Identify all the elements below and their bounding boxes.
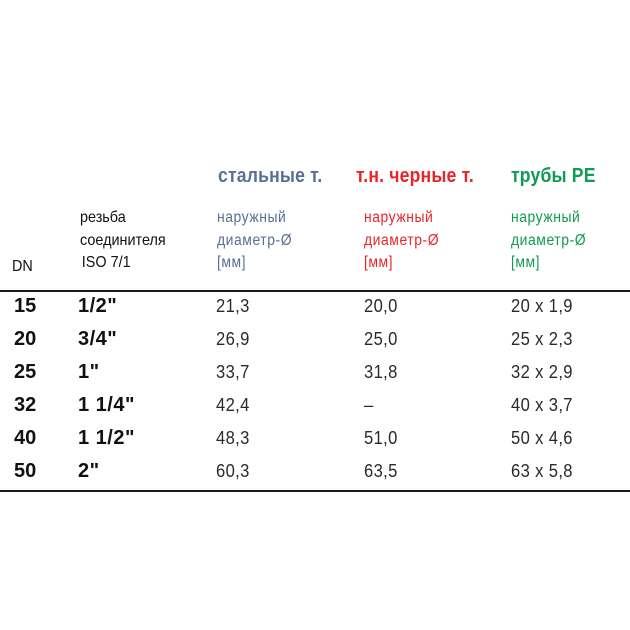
steel-header-line-2: диаметр-Ø [217,231,293,249]
pe-diameter-cell: 20 x 1,9 [511,296,573,316]
steel-diameter-cell: 26,9 [216,329,250,349]
steel-diameter-cell: 60,3 [216,461,250,481]
steel-diameter-cell: 21,3 [216,296,250,316]
thread-header [80,207,166,275]
steel-header-line-1: наружный [217,209,287,226]
pe-header [511,207,586,275]
table-row [0,292,630,321]
black-pipe-header [364,207,439,275]
table-row [0,325,630,354]
dn-cell: 40 [14,427,37,449]
pe-diameter-cell: 63 x 5,8 [511,461,573,481]
pe-header-line-1: наружный [511,209,581,226]
dn-cell: 25 [14,361,37,383]
dn-header: DN [12,258,33,275]
thread-header-line-1: резьба [80,209,126,226]
black-pipe-diameter-cell: 63,5 [364,461,398,481]
pe-diameter-cell: 40 x 3,7 [511,395,573,415]
pe-diameter-cell: 50 x 4,6 [511,428,573,448]
dn-cell: 32 [14,394,37,416]
table-row [0,358,630,387]
steel-diameter-cell: 48,3 [216,428,250,448]
black-pipe-diameter-cell: 31,8 [364,362,398,382]
thread-cell: 1" [78,361,100,383]
table-row [0,457,630,486]
group-title-black-pipe: т.н. черные т. [356,165,474,187]
steel-diameter-cell: 42,4 [216,395,250,415]
table-row [0,391,630,420]
dn-cell: 50 [14,460,37,482]
thread-header-line-2: соединителя [80,231,166,249]
thread-cell: 2" [78,460,100,482]
black-pipe-diameter-cell: – [364,395,374,415]
black-pipe-header-line-2: диаметр-Ø [364,231,440,249]
table-bottom-rule [0,490,630,492]
pe-header-line-3: [мм] [511,254,541,271]
thread-cell: 1 1/4" [78,394,135,416]
dn-cell: 20 [14,328,37,350]
steel-header [217,207,292,275]
black-pipe-diameter-cell: 51,0 [364,428,398,448]
thread-cell: 1 1/2" [78,427,135,449]
steel-diameter-cell: 33,7 [216,362,250,382]
black-pipe-diameter-cell: 25,0 [364,329,398,349]
dn-cell: 15 [14,295,37,317]
pe-diameter-cell: 32 x 2,9 [511,362,573,382]
steel-header-line-3: [мм] [217,254,247,271]
group-title-steel: стальные т. [218,165,323,187]
thread-cell: 1/2" [78,295,118,317]
pe-diameter-cell: 25 x 2,3 [511,329,573,349]
thread-cell: 3/4" [78,328,118,350]
black-pipe-diameter-cell: 20,0 [364,296,398,316]
table-row [0,424,630,453]
black-pipe-header-line-3: [мм] [364,254,394,271]
pe-header-line-2: диаметр-Ø [511,231,587,249]
black-pipe-header-line-1: наружный [364,209,434,226]
group-title-pe: трубы PE [511,165,596,187]
thread-header-line-3: ISO 7/1 [81,254,131,271]
